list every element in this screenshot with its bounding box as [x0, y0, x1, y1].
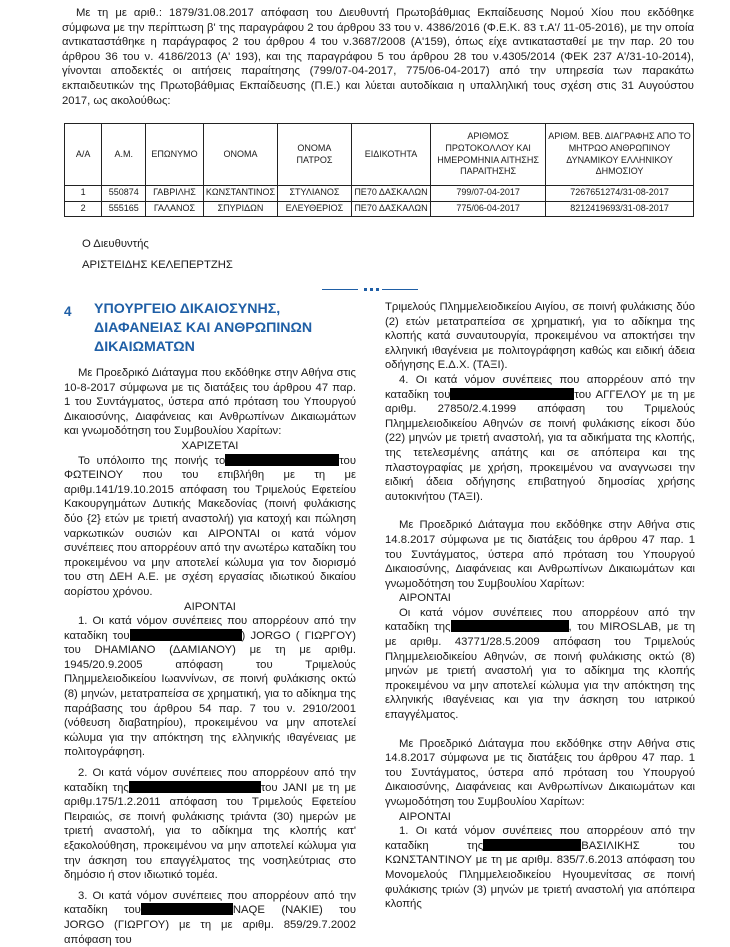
redaction-block: [451, 620, 569, 632]
resignations-table: [64, 123, 694, 217]
col-header: Α/Α: [65, 124, 102, 186]
table-cell: 7267651274/31-08-2017: [546, 186, 694, 202]
col-header: ΑΡΙΘΜ. ΒΕΒ. ΔΙΑΓΡΑΦΗΣ ΑΠΟ ΤΟ ΜΗΤΡΩΟ ΑΝΘΡΩΠΙΝΟΥ ΔΥΝΑΜΙΚΟΥ ΕΛΛΗΝΙΚΟΥ ΔΗΜΟΣΙΟΥ: [546, 124, 694, 186]
decision-heading: ΧΑΡΙΖΕΤΑΙ: [181, 439, 239, 452]
decree-paragraph: [385, 606, 695, 723]
decree-paragraph: [385, 373, 695, 504]
section-title: ΥΠΟΥΡΓΕΙΟ ΔΙΚΑΙΟΣΥΝΗΣ, ΔΙΑΦΑΝΕΙΑΣ ΚΑΙ ΑΝΘΡΩΠΙΝΩΝ ΔΙΚΑΙΩΜΑΤΩΝ: [94, 301, 313, 355]
decision-heading: ΑΙΡΟΝΤΑΙ: [399, 810, 451, 823]
table-cell: 555165: [102, 201, 146, 217]
table-row: [65, 201, 694, 217]
decree-paragraph: [385, 824, 695, 912]
table-row: [65, 186, 694, 202]
table-cell: 2: [65, 201, 102, 217]
right-column: [385, 300, 695, 912]
intro-paragraph: Με τη με αριθ.: 1879/31.08.2017 απόφαση του Διευθυντή Πρωτοβάθμιας Εκπαίδευσης Νομού Χίου που εκδόθηκε σύμφωνα με την περίπτωση β' της παραγράφου 2 του άρθρου 33 του ν. 4386/2016 (Φ.Ε.Κ. 83 τ.Α'/ 11-05-2016), με την οποία αντικαταστάθηκε η παράγραφος 2 του άρθρου 4 του ν.3687/2008 (Α'159), όπως είχε αντικατασταθεί με την παρ. 20 του άρθρου 36 του ν. 4186/2013 (Α' 193), και της παραγράφου 5 του άρθρου 28 του ν.4305/2014 (ΦΕΚ 237 Α'/31-10-2014), γίνονται αποδεκτές οι αιτήσεις παραίτησης (799/07-04-2017, 775/06-04-2017) από την υπηρεσία των παρακάτω εκπαιδευτικών της Πρωτοβάθμιας Εκπαίδευσης (Π.Ε.) και λύεται αυτοδίκαια η υπαλληλική τους σχέση στις 31 Αυγούστου 2017, ως ακολούθως:: [62, 7, 694, 107]
text-fragment: 3. Οι κατά νόμον συνέπειες που απορρέουν από την καταδίκη του: [64, 889, 356, 917]
table-cell: ΓΑΒΡΙΛΗΣ: [146, 186, 204, 202]
text-fragment: Το υπόλοιπο της ποινής το: [78, 454, 226, 467]
redaction-block: [130, 629, 242, 641]
decree-paragraph: Με Προεδρικό Διάταγμα που εκδόθηκε στην Αθήνα στις 14.8.2017 σύμφωνα με τις διατάξεις του άρθρου 47 παρ. 1 του Συντάγματος, ύστερα από πρόταση του Υπουργού Δικαιοσύνης, Διαφάνειας και Ανθρωπίνων Δικαιωμάτων και γνωμοδότηση του Συμβουλίου Χαρίτων:: [385, 519, 695, 590]
decree-paragraph: [64, 614, 356, 760]
text-fragment: ΒΑΣΙΛΙΚΗΣ του ΚΩΝΣΤΑΝΤΙΝΟΥ με τη με αριθμ. 835/7.6.2013 απόφαση του Μονομελούς Πλημμελειοδικείου Ηγουμενίτσας σε ποινή φυλάκισης τριών (3) μηνών με τριετή αναστολή για απόπειρα κλοπής: [385, 839, 695, 911]
table-cell: 775/06-04-2017: [431, 201, 546, 217]
text-fragment: 2. Οι κατά νόμον συνέπειες που απορρέουν από την καταδίκη της: [64, 767, 356, 794]
table-cell: 799/07-04-2017: [431, 186, 546, 202]
col-header: ΟΝΟΜΑ ΠΑΤΡΟΣ: [278, 124, 352, 186]
text-fragment: ) JORGO ( ΓΙΩΡΓΟΥ) του DHAMIANO (ΔΑΜΙΑΝΟΥ) με τη με αριθμ. 1945/20.9.2005 απόφαση του Τριμελούς Πλημμελειοδικείου Ιωαννίνων, σε ποινή φυλάκισης οκτώ (8) μηνών, μετατραπείσα σε χρηματική, για το αδίκημα της παράβασης του άρθρου 54 παρ. 7 του ν. 2910/2001 (νόθευση διαβατηρίου), προκειμένου να μην αποτελεί κώλυμα για την απόκτηση της ελληνικής ιθαγένειας με πολιτογράφηση.: [64, 629, 356, 759]
decree-paragraph: [64, 889, 356, 947]
col-header: ΑΡΙΘΜΟΣ ΠΡΩΤΟΚΟΛΛΟΥ ΚΑΙ ΗΜΕΡΟΜΗΝΙΑ ΑΙΤΗΣΗΣ ΠΑΡΑΙΤΗΣΗΣ: [431, 124, 546, 186]
text-fragment: του JANI με τη με αριθμ.175/1.2.2011 απόφαση του Τριμελούς Εφετείου Πειραιώς, σε ποινή φυλάκισης τριάντα (30) ημερών με τριετή αναστολή, για το αδίκημα της κλοπής κατ' εξακολούθηση, προκειμένου να μην αποτελεί κώλυμα για την άσκηση του επαγγέλματος της νοσηλεύτριας στο δημόσιο ή στον ιδιωτικό τομέα.: [64, 781, 356, 882]
col-header: ΟΝΟΜΑ: [203, 124, 277, 186]
table-cell: ΣΠΥΡΙΔΩΝ: [203, 201, 277, 217]
table-cell: ΠΕ70 ΔΑΣΚΑΛΩΝ: [351, 201, 430, 217]
text-fragment: του ΦΩΤΕΙΝΟΥ που του επιβλήθη με τη με αριθμ.141/19.10.2015 απόφαση του Τριμελούς Εφετείου Κακουργημάτων Δυτικής Μακεδονίας (ποινή φυλάκισης δύο {2} ετών με τριετή αναστολή) για κατοχή και πώληση ναρκωτικών ουσιών και ΑΙΡΟΝΤΑΙ οι κατά νόμον συνέπειες που απορρέουν από την ανωτέρω καταδίκη του προκειμένου να μην αποτελεί κώλυμα για τον διορισμό του στη ΔΕΗ Α.Ε. με σχέση εργασίας ιδιωτικού δικαίου αορίστου χρόνου.: [64, 454, 356, 598]
redaction-block: [141, 903, 233, 915]
redaction-block: [225, 454, 339, 466]
text-fragment: του ΑΓΓΕΛΟΥ με τη με αριθμ. 27850/2.4.1999 απόφαση του Τριμελούς Πλημμελειοδικείου Αθηνών σε ποινή φυλάκισης είκοσι δύο (22) μηνών με τριετή αναστολή, για τα αδικήματα της κλοπής, της τετελεσμένης απάτης και σε απόπειρα και της πλαστογραφίας με χρήση, προκειμένου να αναγνωσει την ειδική άδεια οδήγησης επιβατηγού δημοσίας χρήσης αυτοκινήτου (ΤΑΞΙ).: [385, 388, 695, 503]
col-header: Α.Μ.: [102, 124, 146, 186]
decree-paragraph: [64, 766, 356, 883]
section-number: 4: [64, 304, 72, 319]
text-fragment: Οι κατά νόμον συνέπειες που απορρέουν από την καταδίκη της: [385, 606, 695, 634]
table-cell: 1: [65, 186, 102, 202]
text-fragment: , του MIROSLAB, με τη με αριθμ. 43771/28.5.2009 απόφαση του Τριμελούς Πλημμελειοδικείου Αθηνών, σε ποινή φυλάκισης οκτώ (8) μηνών με τριετή αναστολή για το αδίκημα της κλοπής προκειμένου να μην αποτελεί κώλυμα για την απόκτηση της ελληνικής ιθαγένειας και για την άσκηση του ιατρικού επαγγέλματος.: [385, 621, 695, 722]
decision-heading: ΑΙΡΟΝΤΑΙ: [399, 592, 451, 605]
text-fragment: 1. Οι κατά νόμον συνέπειες που απορρέουν από την καταδίκη της: [385, 825, 695, 852]
text-fragment: 1. Οι κατά νόμον συνέπειες που απορρέουν από την καταδίκη του: [64, 615, 356, 642]
text-fragment: 4. Οι κατά νόμον συνέπειες που απορρέουν από την καταδίκη του: [385, 373, 695, 401]
table-cell: ΚΩΝΣΤΑΝΤΙΝΟΣ: [203, 186, 277, 202]
table-cell: ΕΛΕΥΘΕΡΙΟΣ: [278, 201, 352, 217]
table-cell: ΠΕ70 ΔΑΣΚΑΛΩΝ: [351, 186, 430, 202]
decree-paragraph: Με Προεδρικό Διάταγμα που εκδόθηκε στην Αθήνα στις 14.8.2017 σύμφωνα με τις διατάξεις του άρθρου 47 παρ. 1 του Συντάγματος, ύστερα από πρόταση του Υπουργού Δικαιοσύνης, Διαφάνειας και Ανθρωπίνων Δικαιωμάτων και γνωμοδότηση του Συμβουλίου Χαρίτων:: [385, 737, 695, 808]
left-column: [64, 366, 356, 947]
col-header: ΕΙΔΙΚΟΤΗΤΑ: [351, 124, 430, 186]
decree-paragraph: Με Προεδρικό Διάταγμα που εκδόθηκε στην Αθήνα στις 10-8-2017 σύμφωνα με τις διατάξεις του άρθρου 47 παρ. 1 του Συντάγματος, ύστερα από πρόταση του Υπουργού Δικαιοσύνης, Διαφάνειας και Ανθρωπίνων Δικαιωμάτων και γνωμοδότηση του Συμβουλίου Χαρίτων:: [64, 367, 356, 438]
text-fragment: NAQE (NAKIE) του JORGO (ΓΙΩΡΓΟΥ) με τη με αριθμ. 859/29.7.2002 απόφαση του: [64, 904, 356, 946]
table-header-row: [65, 124, 694, 186]
signature-title: Ο Διευθυντής: [82, 238, 149, 250]
decree-paragraph: [64, 454, 356, 600]
table-cell: ΓΑΛΑΝΟΣ: [146, 201, 204, 217]
redaction-block: [483, 839, 581, 851]
table-cell: 8212419693/31-08-2017: [546, 201, 694, 217]
table-cell: 550874: [102, 186, 146, 202]
redaction-block: [129, 781, 261, 793]
signature-name: ΑΡΙΣΤΕΙΔΗΣ ΚΕΛΕΠΕΡΤΖΗΣ: [82, 259, 233, 271]
col-header: ΕΠΩΝΥΜΟ: [146, 124, 204, 186]
redaction-block: [450, 388, 574, 400]
decision-heading: ΑΙΡΟΝΤΑΙ: [184, 600, 236, 613]
table-cell: ΣΤΥΛΙΑΝΟΣ: [278, 186, 352, 202]
section-separator: [322, 287, 418, 293]
decree-paragraph: Τριμελούς Πλημμελειοδικείου Αιγίου, σε ποινή φυλάκισης δύο (2) ετών μετατραπείσα σε χρηματική, για το αδίκημα της κλοπής κατά συναυτουργία, προκειμένου να αποκτήσει την ελληνική ιθαγένεια με πολιτογράφηση καθώς και ειδική άδεια οδήγησης Ε.Δ.Χ. (ΤΑΞΙ).: [385, 301, 695, 372]
